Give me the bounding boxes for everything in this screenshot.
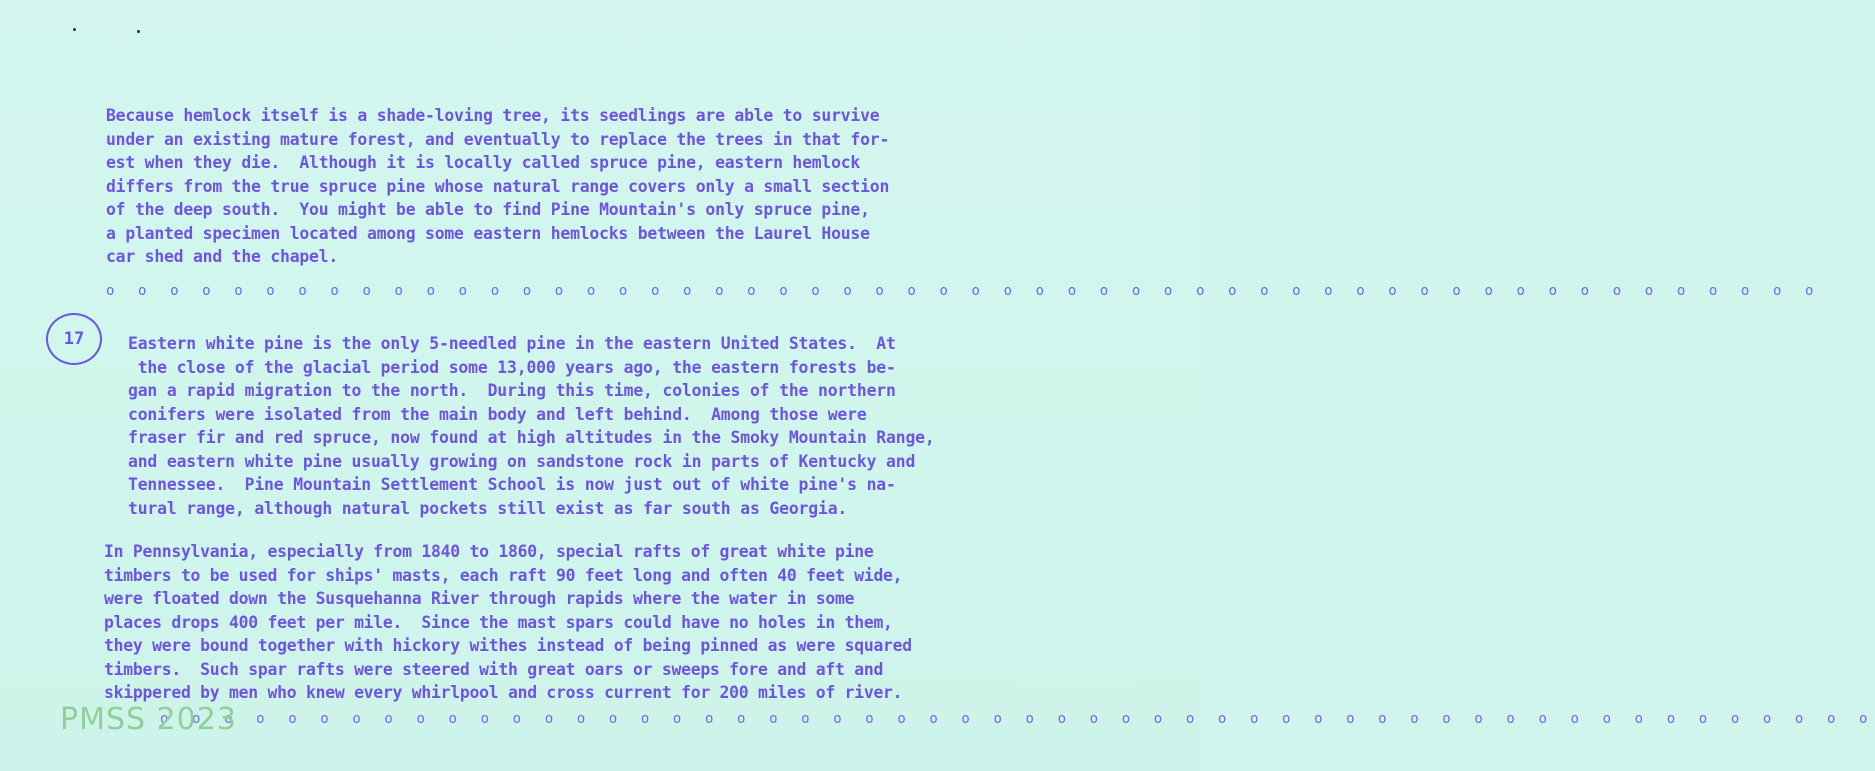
- ink-speck: [73, 28, 76, 31]
- ink-speck: [137, 30, 140, 33]
- dotted-separator-bottom: o o o o o o o o o o o o o o o o o o o o o o o o o o o o o o o o o o o o o o o o o o o o o o o o o o o o o o: [160, 711, 1875, 727]
- dotted-separator: o o o o o o o o o o o o o o o o o o o o o o o o o o o o o o o o o o o o o o o o o o o o o o o o o o o o o o: [106, 283, 1822, 299]
- watermark: PMSS 2023: [60, 702, 237, 737]
- white-pine-paragraph: Eastern white pine is the only 5-needled pine in the eastern United States. At the close of the glacial period some 13,000 years ago, the eastern forests be- gan a rapid migration to the north. During this time, colonies of the northern conifers were isolated from the main body and left behind. Among those were fraser fir and red spruce, now found at high altitudes in the Smoky Mountain Range, and eastern white pine usually growing on sandstone rock in parts of Kentucky and Tennessee. Pine Mountain Settlement School is now just out of white pine's na- tural range, although natural pockets still exist as far south as Georgia.: [128, 334, 935, 518]
- stop-number-badge: [46, 313, 102, 365]
- pennsylvania-paragraph: In Pennsylvania, especially from 1840 to 1860, special rafts of great white pine timbers to be used for ships' masts, each raft 90 feet long and often 40 feet wide, were floated down the Susquehanna River through rapids where the water in some places drops 400 feet per mile. Since the mast spars could have no holes in them, they were bound together with hickory withes instead of being pinned as were squared timbers. Such spar rafts were steered with great oars or sweeps fore and aft and skippered by men who knew every whirlpool and cross current for 200 miles of river.: [104, 542, 912, 702]
- hemlock-paragraph: Because hemlock itself is a shade-loving tree, its seedlings are able to survive under an existing mature forest, and eventually to replace the trees in that for- est when they die. Although it is locally called spruce pine, eastern hemlock differs from the true spruce pine whose natural range covers only a small section of the deep south. You might be able to find Pine Mountain's only spruce pine, a planted specimen located among some eastern hemlocks between the Laurel House car shed and the chapel.: [106, 106, 890, 266]
- stop-number: 17: [63, 329, 85, 349]
